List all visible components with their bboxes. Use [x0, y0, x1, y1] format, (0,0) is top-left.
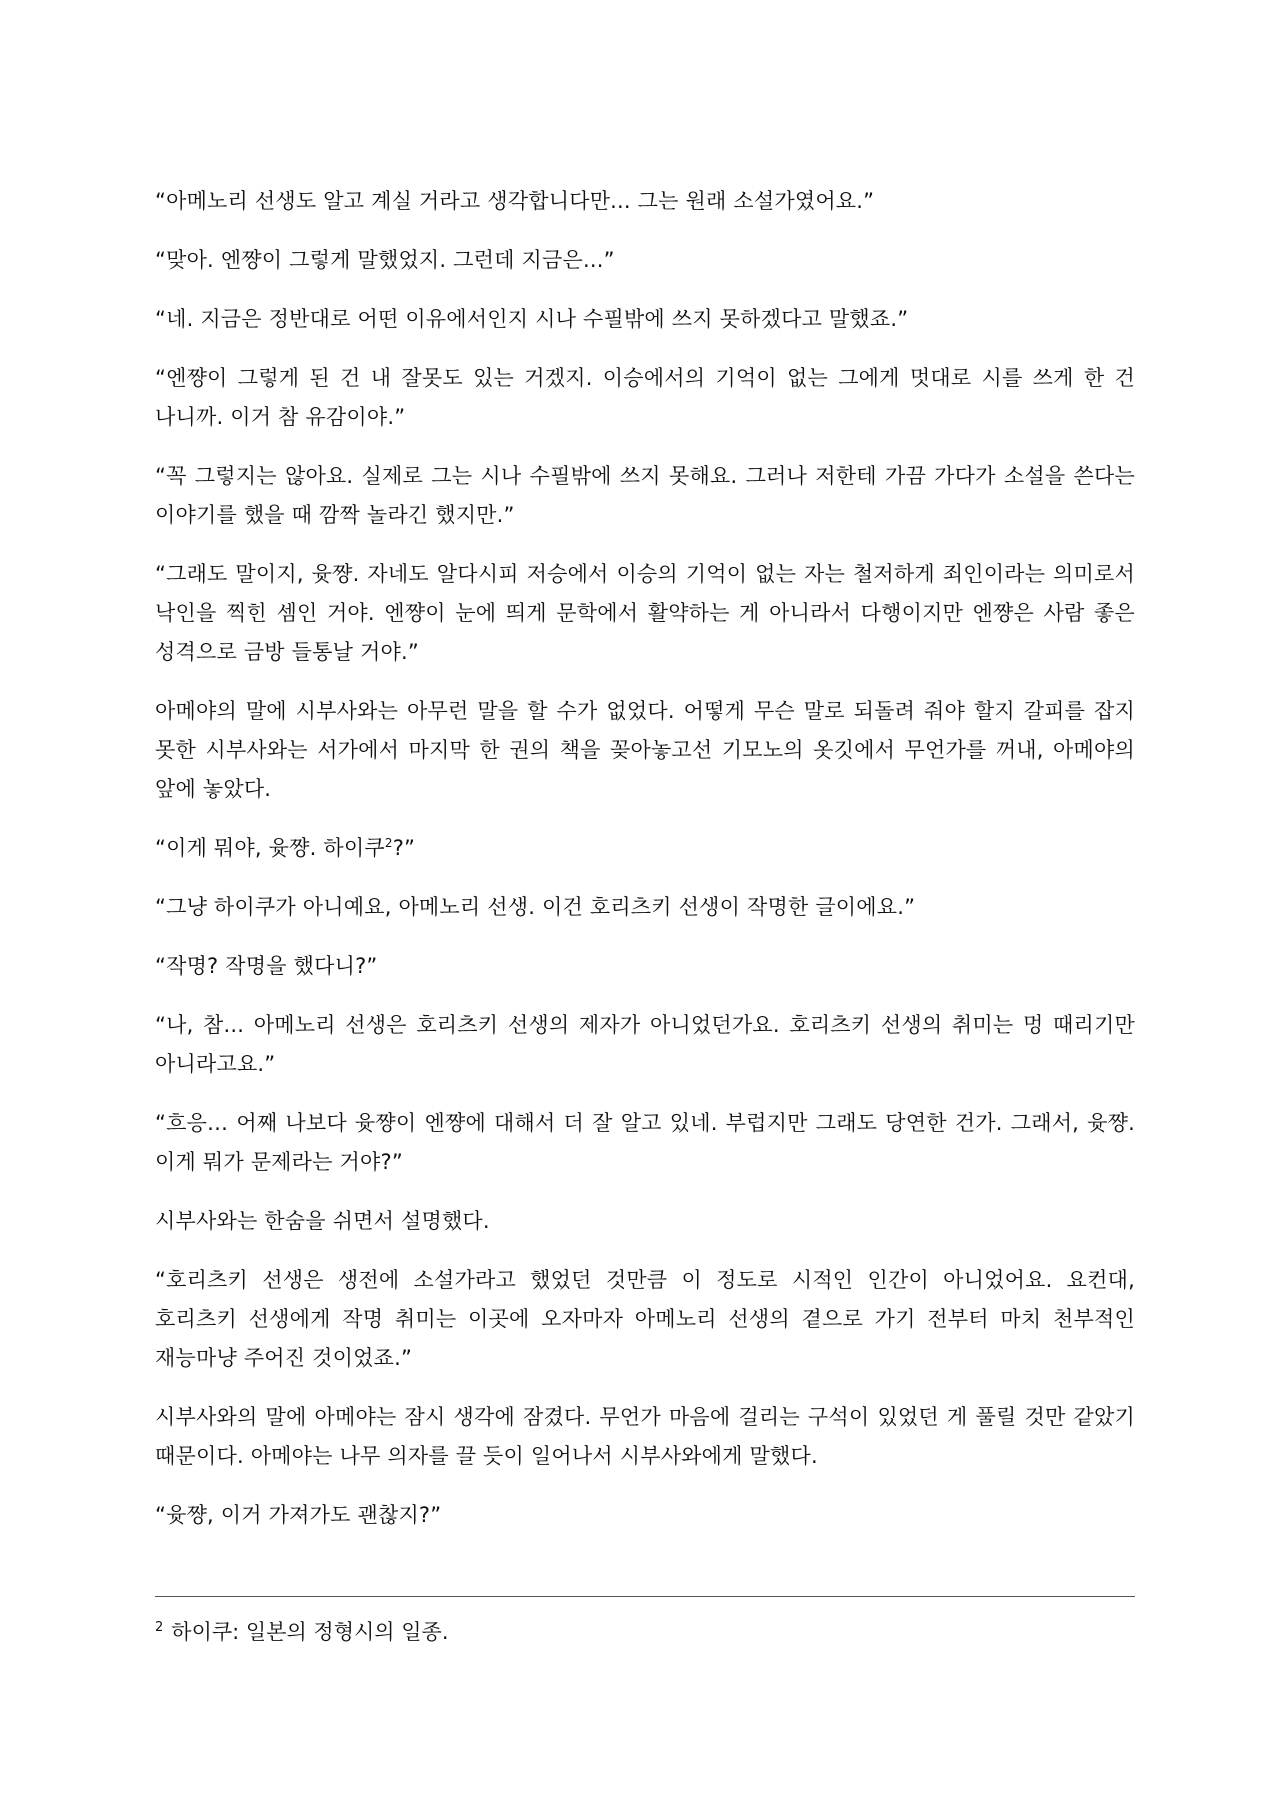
paragraph-8-text: “이게 뭐야, 윳쨩. 하이쿠 — [155, 836, 385, 860]
paragraph-13: 시부사와는 한숨을 쉬면서 설명했다. — [155, 1209, 490, 1233]
paragraph-5: “꼭 그렇지는 않아요. 실제로 그는 시나 수필밖에 쓰지 못해요. 그러나 저한테 가끔 가다가 소설을 쓴다는 이야기를 했을 때 깜짝 놀라긴 했지만.” — [155, 464, 1135, 527]
paragraph-7: 아메야의 말에 시부사와는 아무런 말을 할 수가 없었다. 어떻게 무슨 말로 되돌려 줘야 할지 갈피를 잡지 못한 시부사와는 서가에서 마지막 한 권의 책을 꽂아놓고선 기모노의 옷깃에서 무언가를 꺼내, 아메야의 앞에 놓았다. — [155, 699, 1135, 801]
footnote-text: 하이쿠: 일본의 정형시의 일종. — [171, 1620, 449, 1644]
paragraph-4: “엔쨩이 그렇게 된 건 내 잘못도 있는 거겠지. 이승에서의 기억이 없는 그에게 멋대로 시를 쓰게 한 건 나니까. 이거 참 유감이야.” — [155, 366, 1135, 429]
paragraph-9: “그냥 하이쿠가 아니예요, 아메노리 선생. 이건 호리츠키 선생이 작명한 글이에요.” — [155, 895, 916, 919]
body-text — [155, 182, 1135, 1555]
paragraph-16: “윳쨩, 이거 가져가도 괜찮지?” — [155, 1503, 442, 1527]
paragraph-11: “나, 참... 아메노리 선생은 호리츠키 선생의 제자가 아니었던가요. 호리츠키 선생의 취미는 멍 때리기만 아니라고요.” — [155, 1013, 1135, 1076]
paragraph-6: “그래도 말이지, 윳쨩. 자네도 알다시피 저승에서 이승의 기억이 없는 자는 철저하게 죄인이라는 의미로서 낙인을 찍힌 셈인 거야. 엔쨩이 눈에 띄게 문학에서 활약하는 게 아니라서 다행이지만 엔쨩은 사람 좋은 성격으로 금방 들통날 거야.” — [155, 562, 1135, 664]
paragraph-8 — [155, 829, 1135, 868]
footnote-divider — [155, 1596, 1135, 1597]
paragraph-3: “네. 지금은 정반대로 어떤 이유에서인지 시나 수필밖에 쓰지 못하겠다고 말했죠.” — [155, 307, 909, 331]
paragraph-2: “맞아. 엔쨩이 그렇게 말했었지. 그런데 지금은...” — [155, 248, 615, 272]
paragraph-12: “흐응… 어째 나보다 윳쨩이 엔쨩에 대해서 더 잘 알고 있네. 부럽지만 그래도 당연한 건가. 그래서, 윳쨩. 이게 뭐가 문제라는 거야?” — [155, 1111, 1135, 1174]
paragraph-10: “작명? 작명을 했다니?” — [155, 954, 378, 978]
paragraph-1: “아메노리 선생도 알고 계실 거라고 생각합니다만... 그는 원래 소설가였어요.” — [155, 189, 875, 213]
footnote — [155, 1614, 1135, 1650]
footnote-number: 2 — [155, 1620, 164, 1635]
paragraph-14: “호리츠키 선생은 생전에 소설가라고 했었던 것만큼 이 정도로 시적인 인간이 아니었어요. 요컨대, 호리츠키 선생에게 작명 취미는 이곳에 오자마자 아메노리 선생의 곁으로 가기 전부터 마치 천부적인 재능마냥 주어진 것이었죠.” — [155, 1268, 1135, 1370]
paragraph-8-tail: ?” — [392, 836, 416, 860]
paragraph-15: 시부사와의 말에 아메야는 잠시 생각에 잠겼다. 무언가 마음에 걸리는 구석이 있었던 게 풀릴 것만 같았기 때문이다. 아메야는 나무 의자를 끌 듯이 일어나서 시부사와에게 말했다. — [155, 1405, 1135, 1468]
footnote-reference[interactable]: 2 — [384, 836, 393, 850]
